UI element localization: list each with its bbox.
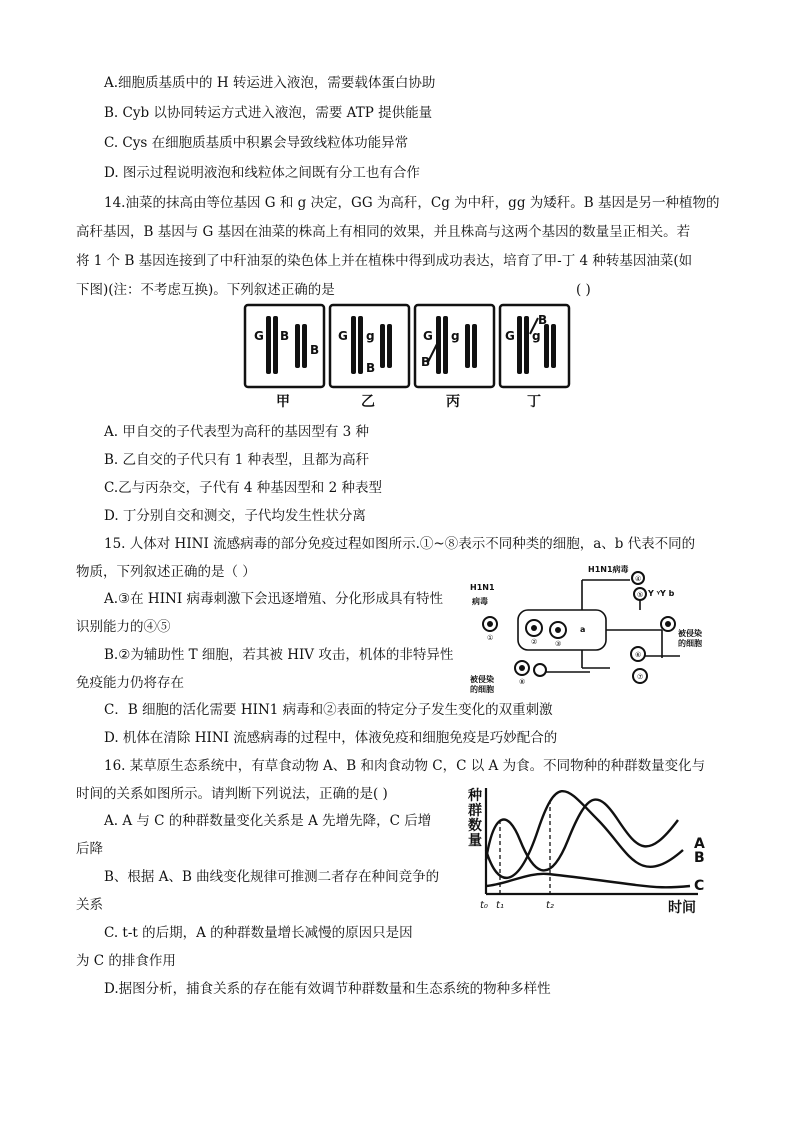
panel2-gene-B: B (366, 361, 376, 375)
q15-circled-4: ④ (635, 575, 642, 583)
q16-option-b-line2: 关系 (76, 897, 103, 913)
q15-circled-5: ⑤ (637, 591, 644, 599)
q14-stem-line1: 14.油菜的抹高由等位基因 G 和 g 决定，GG 为高秆，Cg 为中秆，gg 为矮秆。B 基因是另一种植物的 (104, 195, 720, 211)
q13-option-c: C. Cys 在细胞质基质中积累会导致线粒体功能异常 (104, 135, 409, 151)
q15-circled-3: ③ (555, 640, 562, 648)
panel3-gene-G: G (423, 329, 433, 343)
q14-option-a: A. 甲自交的子代表型为高秆的基因型有 3 种 (104, 424, 370, 440)
x-tick-t0: t₀ (480, 900, 488, 911)
q16-stem-line2: 时间的关系如图所示。请判断下列说法，正确的是( ) (76, 786, 388, 802)
chart-xlabel: 时间 (668, 900, 696, 916)
panel1-gene-G: G (254, 329, 264, 343)
panel3-gene-g: g (451, 329, 460, 343)
panel-label-ding: 丁 (527, 394, 541, 410)
q15-circled-2: ② (531, 638, 538, 646)
panel3-gene-B: B (421, 355, 431, 369)
q16-stem-line1: 16. 某草原生态系统中，有草食动物 A、B 和肉食动物 C，C 以 A 为食。不同物种的种群数量变化与 (104, 758, 706, 774)
panel4-gene-G: G (505, 329, 515, 343)
q15-stem-line1: 15. 人体对 HINI 流感病毒的部分免疫过程如图所示.①~⑧表示不同种类的细胞，a、b 代表不同的 (104, 536, 696, 552)
q14-answer-bracket: ( ) (576, 282, 591, 298)
panel2-gene-G: G (338, 329, 348, 343)
q15-option-a-line2: 识别能力的④⑤ (76, 619, 171, 635)
q15-label-virus-top: H1N1病毒 (588, 565, 629, 574)
legend-c: C (694, 878, 705, 894)
panel4-gene-B: B (538, 313, 548, 327)
q15-circled-6: ⑥ (635, 651, 642, 659)
q14-stem-line2: 高秆基因，B 基因与 G 基因在油菜的株高上有相同的效果，并且株高与这两个基因的数量呈正相关。若 (76, 224, 691, 240)
q15-circled-8: ⑧ (519, 678, 526, 686)
panel4-gene-g: g (532, 329, 541, 343)
q15-immune-figure (470, 560, 702, 694)
q13-option-a: A.细胞质基质中的 H 转运进入液泡，需要载体蛋白协助 (104, 75, 436, 91)
q16-option-c-line2: 为 C 的排食作用 (76, 953, 176, 969)
panel-label-yi: 乙 (361, 394, 375, 410)
q15-label-infected-right: 被侵染 (678, 629, 702, 638)
q15-label-infected-left: 被侵染 (470, 675, 494, 684)
q15-circled-7: ⑦ (637, 673, 644, 681)
q14-option-d: D. 丁分别自交和测交，子代均发生性状分离 (104, 508, 366, 524)
x-tick-t1: t₁ (496, 900, 504, 911)
q15-option-b-line2: 免疫能力仍将存在 (76, 675, 184, 691)
panel2-gene-g: g (366, 329, 375, 343)
q15-option-a-line1: A.③在 HINI 病毒刺激下会迅逐增殖、分化形成具有特性 (104, 591, 443, 607)
panel-label-jia: 甲 (276, 394, 290, 410)
q15-label-antibody: Y ᵞY b (648, 589, 675, 598)
q14-stem-line3: 将 1 个 B 基因连接到了中秆油泵的染色体上并在植株中得到成功表达，培育了甲-丁 4 种转基因油菜(如 (76, 253, 693, 269)
legend-b: B (694, 850, 705, 866)
q16-option-a-line2: 后降 (76, 841, 103, 857)
legend-a: A (694, 836, 705, 852)
q16-option-b-line1: B、根据 A、B 曲线变化规律可推测二者存在种间竞争的 (104, 869, 440, 885)
panel1-gene-B: B (280, 329, 290, 343)
q16-option-a-line1: A. A 与 C 的种群数量变化关系是 A 先增先降，C 后增 (104, 813, 432, 829)
q13-option-d: D. 图示过程说明液泡和线粒体之间既有分工也有合作 (104, 165, 420, 181)
q14-option-b: B. 乙自交的子代只有 1 种表型，且都为高秆 (104, 452, 370, 468)
q16-population-chart (468, 780, 728, 920)
q15-option-c: C．B 细胞的活化需要 HIN1 病毒和②表面的特定分子发生变化的双重刺激 (104, 702, 553, 718)
series-c-line (486, 874, 690, 888)
q15-label-infected-right2: 的细胞 (678, 639, 702, 648)
q14-chromosome-figure (242, 302, 572, 412)
q15-label-a: a (580, 625, 586, 634)
q16-option-c-line1: C. t-t 的后期，A 的种群数量增长减慢的原因只是因 (104, 925, 413, 941)
q14-stem-line4: 下图)(注：不考虑互换)。下列叙述正确的是 (76, 282, 335, 298)
panel1-gene-B2: B (310, 343, 320, 357)
series-b-line (486, 791, 683, 878)
q15-circled-1: ① (487, 634, 494, 642)
chart-ylabel: 种群数量 (468, 788, 482, 849)
q15-option-d: D. 机体在清除 HINI 流感病毒的过程中，体液免疫和细胞免疫是巧妙配合的 (104, 730, 558, 746)
x-tick-t2: t₂ (546, 900, 554, 911)
series-a-line (486, 800, 678, 871)
panel-label-bing: 丙 (446, 394, 460, 410)
q15-label-infected-left2: 的细胞 (470, 685, 494, 694)
q14-option-c: C.乙与丙杂交，子代有 4 种基因型和 2 种表型 (104, 480, 382, 496)
q15-stem-line2: 物质，下列叙述正确的是（ ） (76, 564, 256, 580)
q13-option-b: B. Cyb 以协同转运方式进入液泡，需要 ATP 提供能量 (104, 105, 433, 121)
q15-label-h1n1: H1N1 (470, 583, 495, 592)
q15-option-b-line1: B.②为辅助性 T 细胞，若其被 HIV 攻击，机体的非特异性 (104, 647, 454, 663)
q15-label-virus: 病毒 (472, 597, 488, 606)
q16-option-d: D.据图分析，捕食关系的存在能有效调节种群数量和生态系统的物种多样性 (104, 981, 551, 997)
